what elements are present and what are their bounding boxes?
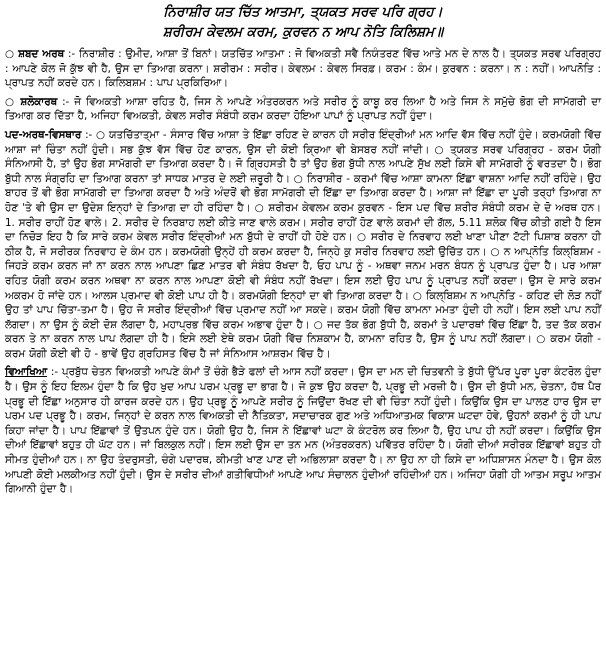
shlokarth-text: :- ਜੋ ਵਿਅਕਤੀ ਆਸ਼ਾ ਰਹਿਤ ਹੈ, ਜਿਸ ਨੇ ਆਪਣੇ ਅੰਤਰਕਰਨ ਅਤੇ ਸਰੀਰ ਨੂੰ ਕਾਬੂ ਕਰ ਲਿਆ ਹੈ ਅਤੇ ਜਿਸ ਨੇ ਸਮੁੱਚੇ ਭੋਗ ਦੀ ਸਾਮੱਗਰੀ ਦਾ ਤਿਆਗ ਕਰ ਦਿੱਤਾ ਹੈ, ਅਜਿਹਾ ਵਿਅਕਤੀ, ਕੇਵਲ ਸਰੀਰ ਸੰਬੰਧੀ ਕਰਮ ਕਰਦਾ ਹੋਇਆ ਪਾਪਾਂ ਨੂੰ ਪ੍ਰਾਪਤ ਨਹੀਂ ਹੁੰਦਾ। [5,95,601,123]
pad-arth-heading: ਪਦ-ਅਰਥ-ਵਿਸਥਾਰ [5,128,82,141]
pad-arth-text: :- ○ ਯਤਚਿੱਤਾਤ੍ਮਾ - ਸੰਸਾਰ ਵਿੱਚ ਆਸ਼ਾ ਤੇ ਇੱਛਾ ਰਹਿਣ ਦੇ ਕਾਰਨ ਹੀ ਸਰੀਰ ਇੰਦ੍ਰੀਆਂ ਮਨ ਆਦਿ ਵੱਸ ਵਿੱਚ ਨਹੀਂ ਹੁੰਦੇ। ਕਰਮਯੋਗੀ ਵਿੱਚ ਆਸ਼ਾ ਜਾਂ ਚਿੰਤਾ ਨਹੀਂ ਹੁੰਦੀ। ਸਭ ਕੁੱਝ ਵੱਸ ਵਿੱਚ ਹੋਣ ਕਾਰਨ, ਉਸ ਦੀ ਕੋਈ ਕ੍ਰਿਆ ਵੀ ਬੇਸਬਰ ਨਹੀਂ ਜਾਂਦੀ। ○ ਤ੍ਯਕਤ ਸਰਵ ਪਰਿਗ੍ਰਹ - ਕਰਮ ਯੋਗੀ ਸੰਨਿਆਸੀ ਹੈ, ਤਾਂ ਉਹ ਭੋਗ ਸਾਮੱਗਰੀ ਦਾ ਤਿਆਗ ਕਰਦਾ ਹੈ। ਜੋ ਗ੍ਰਿਹਸਤੀ ਹੈ ਤਾਂ ਉਹ ਭੋਗ ਬੁੱਧੀ ਨਾਲ ਆਪਣੇ ਸੁੱਖ ਲਈ ਕਿਸੇ ਵੀ ਸਾਮੱਗਰੀ ਨੂੰ ਵਰਤਦਾ ਹੈ। ਭੋਗ ਬੁੱਧੀ ਨਾਲ ਸੰਗ੍ਰਹਿ ਦਾ ਤਿਆਗ ਕਰਨਾ ਤਾਂ ਸਾਧਕ ਮਾਤਰ ਦੇ ਲਈ ਜ਼ਰੂਰੀ ਹੈ। ○ ਨਿਰਾਸ਼ੀਰ - ਕਰਮਾਂ ਵਿੱਚ ਆਸ਼ਾ ਕਾਮਨਾ ਇੱਛਾ ਵਾਸ਼ਨਾ ਆਦਿ ਨਹੀਂ ਰਹਿੰਦੇ। ਉਹ ਬਾਹਰ ਤੋਂ ਵੀ ਭੋਗ ਸਾਮੱਗਰੀ ਦਾ ਤਿਆਗ ਕਰਦਾ ਹੈ ਅਤੇ ਅੰਦਰੋਂ ਵੀ ਭੋਗ ਸਾਮੱਗਰੀ ਦੀ ਇੱਛਾ ਦਾ ਤਿਆਗ ਕਰਦਾ ਹੈ। ਆਸ਼ਾ ਜਾਂ ਇੱਛਾ ਦਾ ਪੂਰੀ ਤਰ੍ਹਾਂ ਤਿਆਗ ਨਾ ਹੋਣ 'ਤੇ ਵੀ ਉਸ ਦਾ ਉਦੇਸ਼ ਇਨ੍ਹਾਂ ਦੇ ਤਿਆਗ ਦਾ ਹੀ ਰਹਿੰਦਾ ਹੈ। ○ ਸ਼ਰੀਰਮ ਕੇਵਲਮ ਕਰਮ ਕੁਰਵਨ - ਇਸ ਪਦ ਵਿੱਚ ਸ਼ਰੀਰ ਸੰਬੰਧੀ ਕਰਮ ਦੇ ਦੋ ਅਰਥ ਹਨ। 1. ਸਰੀਰ ਰਾਹੀਂ ਹੋਣ ਵਾਲੇ। 2. ਸਰੀਰ ਦੇ ਨਿਰਬਾਹ ਲਈ ਕੀਤੇ ਜਾਣ ਵਾਲੇ ਕਰਮ। ਸਰੀਰ ਰਾਹੀਂ ਹੋਣ ਵਾਲੇ ਕਰਮਾਂ ਦੀ ਗੱਲ, 5.11 ਸ਼ਲੋਕ ਵਿੱਚ ਕੀਤੀ ਗਈ ਹੈ ਇਸ ਦਾ ਨਿਚੋੜ ਇਹ ਹੈ ਕਿ ਸਾਰੇ ਕਰਮ ਕੇਵਲ ਸਰੀਰ ਇੰਦ੍ਰੀਆਂ ਮਨ ਬੁੱਧੀ ਦੇ ਰਾਹੀਂ ਹੀ ਹੋਏ ਹਨ। ○ ਸਰੀਰ ਦੇ ਨਿਰਵਾਹ ਲਈ ਖਾਣਾ ਪੀਣਾ ਟੱਟੀ ਪਿਸ਼ਾਬ ਕਰਨਾ ਹੀ ਠੀਕ ਹੈ, ਜੋ ਸਰੀਰਕ ਨਿਰਵਾਹ ਦੇ ਕੰਮ ਹਨ। ਕਰਮਯੋਗੀ ਉਨ੍ਹੇਂ ਹੀ ਕਰਮ ਕਰਦਾ ਹੈ, ਜਿਨ੍ਹੇ ਕੁ ਸਰੀਰ ਨਿਰਵਾਹ ਲਈ ਉਚਿੱਤ ਹਨ। ○ ਨ ਆਪ੍ਨੋਤਿ ਕਿਲ੍ਬਿਸ਼ਮ - ਜਿਹੜੇ ਕਰਮ ਕਰਨ ਜਾਂ ਨਾ ਕਰਨ ਨਾਲ ਆਪਣਾ ਛਿਣ ਮਾਤਰ ਵੀ ਸੰਬੰਧ ਰੱਖਦਾ ਹੈ, ਓਹ ਪਾਪ ਨੂੰ - ਅਥਵਾ ਜਨਮ ਮਰਨ ਬੰਧਨ ਨੂੰ ਪ੍ਰਾਪਤ ਹੁੰਦਾ ਹੈ। ਪਰ ਆਸ਼ਾ ਰਹਿਤ ਯੋਗੀ ਕਰਮ ਕਰਨ ਅਥਵਾ ਨਾ ਕਰਨ ਨਾਲ ਆਪਣਾ ਕੋਈ ਵੀ ਸੰਬੰਧ ਨਹੀਂ ਰੱਖਦਾ। ਇਸ ਲਈ ਉਹ ਪਾਪ ਨੂੰ ਪ੍ਰਾਪਤ ਨਹੀਂ ਕਰਦਾ। ਉਸ ਦੇ ਸਾਰੇ ਕਰਮ ਅਕਰਮ ਹੋ ਜਾਂਦੇ ਹਨ। ਆਲਸ ਪ੍ਰਮਾਦ ਵੀ ਕੋਈ ਪਾਪ ਹੀ ਹੈ। ਕਰਮਯੋਗੀ ਇਨ੍ਹਾਂ ਦਾ ਵੀ ਤਿਆਗ ਕਰਦਾ ਹੈ। ○ ਕਿਲ੍ਬਿਸ਼ਮ ਨ ਆਪ੍ਨੋਤਿ - ਕਹਿਣ ਦੀ ਲੋੜ ਨਹੀਂ ਉਹ ਤਾਂ ਪਾਪ ਚਿੱਤਾ-ਤਮਾ ਹੈ। ਉਹ ਜੋ ਸਰੀਰ ਇੰਦ੍ਰੀਆਂ ਵਿੱਚ ਪ੍ਰਮਾਦ ਨਹੀਂ ਆ ਸਕਦੇ। ਕਰਮ ਯੋਗੀ ਵਿੱਚ ਕਾਮਨਾ ਮਮਤਾ ਹੁੰਦੀ ਹੀ ਨਹੀਂ। ਇਸ ਲਈ ਪਾਪ ਨਹੀਂ ਲੱਗਦਾ। ਨਾ ਉਸ ਨੂੰ ਕੋਈ ਦੋਸ਼ ਲੱਗਦਾ ਹੈ, ਮਹਾਪ੍ਰਭ ਵਿੱਚ ਕਰਮ ਅਭਾਵ ਹੁੰਦਾ ਹੈ। ○ ਜਦ ਤੱਕ ਭੋਗ ਬੁੱਧੀ ਹੈ, ਕਰਮਾਂ ਤੇ ਪਦਾਰਥਾਂ ਵਿੱਚ ਇੱਛਾ ਹੈ, ਤਦ ਤੱਕ ਕਰਮ ਕਰਨ ਤੇ ਨਾ ਕਰਨ ਨਾਲ ਪਾਪ ਲੱਗਦਾ ਹੀ ਹੈ। ਇਸੇ ਲਈ ਏਥੇ ਕਰਮ ਯੋਗੀ ਵਿੱਚ ਨਿਸ਼ਕਾਮ ਹੈ, ਕਾਮਨਾ ਰਹਿਤ ਹੈ, ਉਸ ਨੂੰ ਪਾਪ ਨਹੀਂ ਲੱਗਦਾ। ○ ਕਰਮ ਯੋਗੀ - ਕਰਮ ਯੋਗੀ ਕੋਈ ਵੀ ਹੋ - ਭਾਵੇਂ ਉਹ ਗ੍ਰਹਿਸਤ ਵਿੱਚ ਹੈ ਜਾਂ ਸੰਨਿਆਸ ਆਸ਼ਰਮ ਵਿੱਚ ਹੈ। [5,128,602,360]
shabad-arth-text: :- ਨਿਰਾਸ਼ੀਰ : ਉਮੀਦ, ਆਸ਼ਾ ਤੋਂ ਬਿਨਾਂ। ਯਤਚਿੱਤ ਆਤਮਾ : ਜੋ ਵਿਅਕਤੀ ਸਵੈ ਨਿਯੰਤਰਣ ਵਿੱਚ ਆਤੇ ਮਨ ਦੇ ਨਾਲ ਹੈ। ਤ੍ਯਕਤ ਸਰਵ ਪਰਿਗ੍ਰਹ : ਆਪਣੇ ਕੋਲ ਜੋ ਕੁੱਝ ਵੀ ਹੈ, ਉਸ ਦਾ ਤਿਆਗ ਕਰਨਾ। ਸ਼ਰੀਰਮ : ਸਰੀਰ। ਕੇਵਲਮ : ਕੇਵਲ ਸਿਰਫ਼। ਕਰਮ : ਕੰਮ। ਕੁਰਵਨ : ਕਰਨਾ। ਨ : ਨਹੀਂ। ਆਪਨੋਤਿ : ਪ੍ਰਾਪਤ ਨਹੀਂ ਕਰਦੇ ਹਨ। ਕਿਲਿਬਸ਼ਮ : ਪਾਪ ਪ੍ਰਕਿਰਿਆ। [5,48,601,90]
viakhya-heading: ਵਿਆਖਿਆ [5,366,48,379]
viakhya-section [5,365,601,496]
shlokarth-section [5,95,601,124]
verse-block [5,2,601,42]
shabad-arth-section [5,47,601,91]
shlokarth-heading: ○ ਸ਼ਲੋਕਾਰਥ [5,95,58,108]
verse-line-1: ਨਿਰਾਸ਼ੀਰ ਯਤ ਚਿੱਤ ਆਤਮਾ, ਤ੍ਯਕਤ ਸਰਵ ਪਰਿ ਗ੍ਰਹ। [163,4,443,20]
viakhya-text: :- ਪ੍ਰਬੁੱਧ ਚੇਤਨ ਵਿਅਕਤੀ ਆਪਣੇ ਕੰਮਾਂ ਤੋਂ ਚੰਗੇ ਭੈੜੇ ਫਲਾਂ ਦੀ ਆਸ ਨਹੀਂ ਕਰਦਾ। ਉਸ ਦਾ ਮਨ ਦੀ ਚਿਤਵਨੀ ਤੇ ਬੁੱਧੀ ਉੱਪਰ ਪੂਰਾ ਪੂਰਾ ਕੰਟਰੋਲ ਹੁੰਦਾ ਹੈ। ਉਸ ਨੂੰ ਇਹ ਇਲਮ ਹੁੰਦਾ ਹੈ ਕਿ ਉਹ ਖੁਦ ਆਪ ਪਰਮ ਪ੍ਰਭੂ ਦਾ ਭਾਗ ਹੈ। ਜੋ ਕੁਝ ਉਹ ਕਰਦਾ ਹੈ, ਪ੍ਰਭੂ ਦੀ ਮਰਜ਼ੀ ਹੈ। ਉਸ ਦੀ ਬੁੱਧੀ ਮਨ, ਚੇਤਨਾ, ਹੱਥ ਪੈਰ ਪ੍ਰਭੂ ਦੀ ਇੱਛਾ ਅਨੁਸਾਰ ਹੀ ਕਾਰਜ ਕਰਦੇ ਹਨ। ਉਹ ਪ੍ਰਭੂ ਨੂੰ ਆਪਣੇ ਸਰੀਰ ਨੂੰ ਜਿਉਂਦਾ ਰੱਖਣ ਦੀ ਵੀ ਚਿੰਤਾ ਨਹੀਂ ਹੁੰਦੀ। ਕਿਉਂਕਿ ਉਸ ਦਾ ਪਾਲਣ ਹਾਰ ਉਸ ਦਾ ਪਰਮ ਪਦ ਪ੍ਰਭੂ ਹੈ। ਕਰਮ, ਜਿਨ੍ਹਾਂ ਦੇ ਕਰਨ ਨਾਲ ਵਿਅਕਤੀ ਦੀ ਨੈਤਿਕਤਾ, ਸਦਾਚਾਰਕ ਗੁਣ ਅਤੇ ਅਧਿਆਤਮਕ ਵਿਕਾਸ ਘਟਦਾ ਹੋਵੇ, ਉਹਨਾਂ ਕਰਮਾਂ ਨੂੰ ਹੀ ਪਾਪ ਕਿਹਾ ਜਾਂਦਾ ਹੈ। ਪਾਪ ਇੱਛਾਵਾਂ ਤੋਂ ਉਤਪਨ ਹੁੰਦੇ ਹਨ। ਯੋਗੀ ਉਹ ਹੈ, ਜਿਸ ਨੇ ਇੱਛਾਵਾਂ ਘਟਾ ਕੇ ਕੰਟਰੋਲ ਕਰ ਲਿਆ ਹੈ, ਉਹ ਪਾਪ ਹੀ ਨਹੀਂ ਕਰਦਾ। ਕਿਉਂਕਿ ਉਸ ਦੀਆਂ ਇੱਛਾਵਾਂ ਬਹੁਤ ਹੀ ਘੱਟ ਹਨ। ਜਾਂ ਬਿਲਕੁਲ ਨਹੀਂ। ਇਸ ਲਈ ਉਸ ਦਾ ਤਨ ਮਨ (ਅੰਤਰਕਰਨ) ਪਵਿੱਤਰ ਰਹਿੰਦਾ ਹੈ। ਯੋਗੀ ਦੀਆਂ ਸਰੀਰਕ ਇੱਛਾਵਾਂ ਬਹੁਤ ਹੀ ਸੀਮਤ ਹੁੰਦੀਆਂ ਹਨ। ਨਾ ਉਹ ਤੰਦਰੁਸਤੀ, ਚੰਗੇ ਪਦਾਰਥ, ਕੀਮਤੀ ਖਾਣ ਪਾਣ ਦੀ ਅਭਿਲਾਸ਼ਾ ਕਰਦਾ ਹੈ। ਨਾ ਉਹ ਨਾ ਹੀ ਕਿਸੇ ਦਾ ਅਧਿਸ਼ਾਸਨ ਮੰਨਦਾ ਹੈ। ਉਸ ਕੋਲ ਆਪਣੀ ਕੋਈ ਮਲਕੀਅਤ ਨਹੀਂ ਹੁੰਦੀ। ਉਸ ਦੇ ਸਰੀਰ ਦੀਆਂ ਗਤੀਵਿਧੀਆਂ ਆਪਣੇ ਆਪ ਸੰਚਾਲਨ ਹੁੰਦੀਆਂ ਰਹਿੰਦੀਆਂ ਹਨ। ਅਜਿਹਾ ਯੋਗੀ ਹੀ ਆਤਮ ਸਰੂਪ ਆਤਮ ਗਿਆਨੀ ਹੁੰਦਾ ਹੈ। [5,366,601,496]
pad-arth-section [5,128,601,362]
shabad-arth-heading: ○ ਸ਼ਬਦ ਅਰਥ [5,48,65,60]
verse-line-2: ਸ਼ਰੀਰਮ ਕੇਵਲਮ ਕਰਮ, ਕੁਰਵਨ ਨ ਆਪ ਨੋਤਿ ਕਿਲਿਸ਼ਮ॥ [162,24,444,40]
